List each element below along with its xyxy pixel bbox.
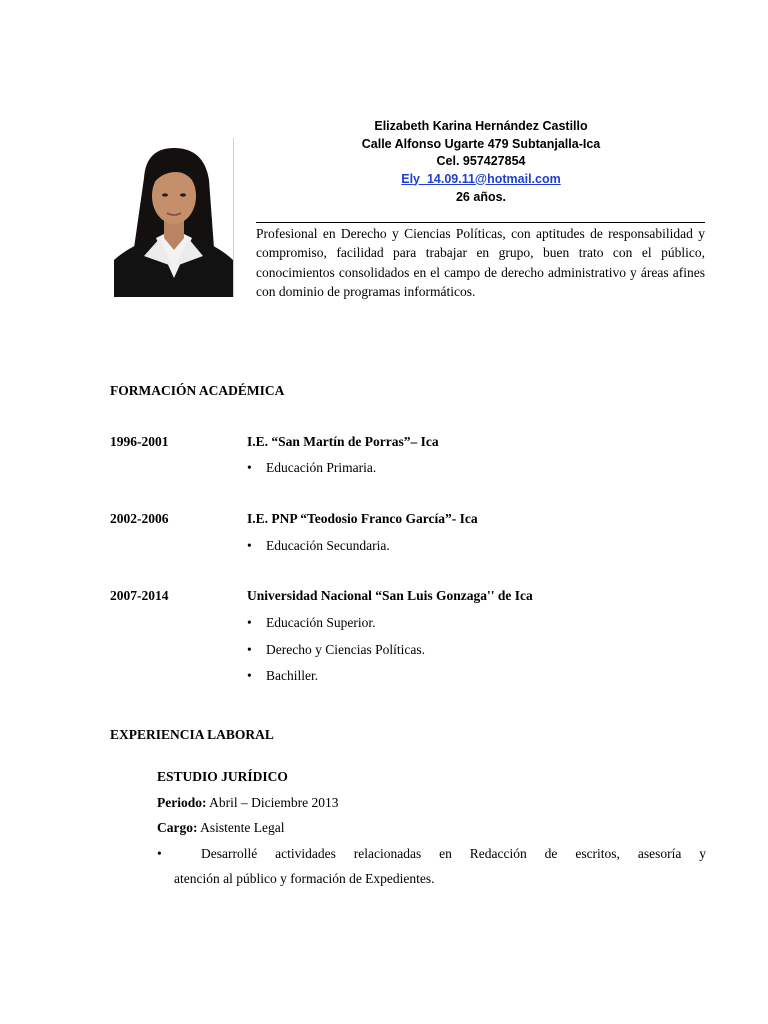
email-link[interactable]: Ely_14.09.11@hotmail.com: [401, 171, 561, 186]
photo-border: [233, 138, 234, 297]
full-name: Elizabeth Karina Hernández Castillo: [374, 119, 588, 133]
education-institution: I.E. PNP “Teodosio Franco García”- Ica: [247, 511, 478, 526]
education-item: • Educación Primaria.: [247, 460, 377, 475]
address: Calle Alfonso Ugarte 479 Subtanjalla-Ica: [361, 136, 601, 151]
employer-name: ESTUDIO JURÍDICO: [157, 769, 288, 784]
education-years: 2002-2006: [110, 511, 169, 526]
education-item: • Bachiller.: [247, 668, 319, 683]
experience-heading: EXPERIENCIA LABORAL: [110, 727, 274, 742]
bullet-icon: •: [247, 642, 252, 657]
bullet-icon: •: [247, 538, 252, 553]
professional-summary: Profesional en Derecho y Ciencias Políticas, con aptitudes de responsabilidad y compromiso, facilidad para trabajar en grupo, buen trato con el público, conocimientos consolidados en el campo de derecho administrativo y áreas afines con dominio de programas informáticos.: [256, 226, 705, 299]
education-item: • Derecho y Ciencias Políticas.: [247, 642, 425, 657]
education-item: • Educación Superior.: [247, 615, 376, 630]
education-institution: I.E. “San Martín de Porras”– Ica: [247, 434, 439, 449]
bullet-icon: •: [247, 668, 252, 683]
job-description-line: Desarrollé actividades relacionadas en Redacción de escritos, asesoría y: [201, 846, 706, 861]
job-role: Cargo: Asistente Legal: [157, 820, 285, 835]
contact-header: [256, 118, 706, 207]
education-years: 1996-2001: [110, 434, 169, 449]
education-years: 2007-2014: [110, 588, 169, 603]
age: 26 años.: [455, 190, 507, 204]
summary-divider: [256, 222, 705, 223]
profile-photo: [114, 138, 233, 297]
profile-photo-image: [114, 138, 233, 297]
education-item: • Educación Secundaria.: [247, 538, 390, 553]
education-heading: FORMACIÓN ACADÉMICA: [110, 383, 285, 398]
education-institution: Universidad Nacional “San Luis Gonzaga'' de Ica: [247, 588, 533, 603]
bullet-icon: •: [247, 615, 252, 630]
bullet-icon: •: [247, 460, 252, 475]
job-period: Periodo: Abril – Diciembre 2013: [157, 795, 339, 810]
phone: Cel. 957427854: [436, 154, 526, 168]
job-description-line: atención al público y formación de Expedientes.: [174, 871, 435, 886]
bullet-icon: •: [157, 846, 162, 861]
